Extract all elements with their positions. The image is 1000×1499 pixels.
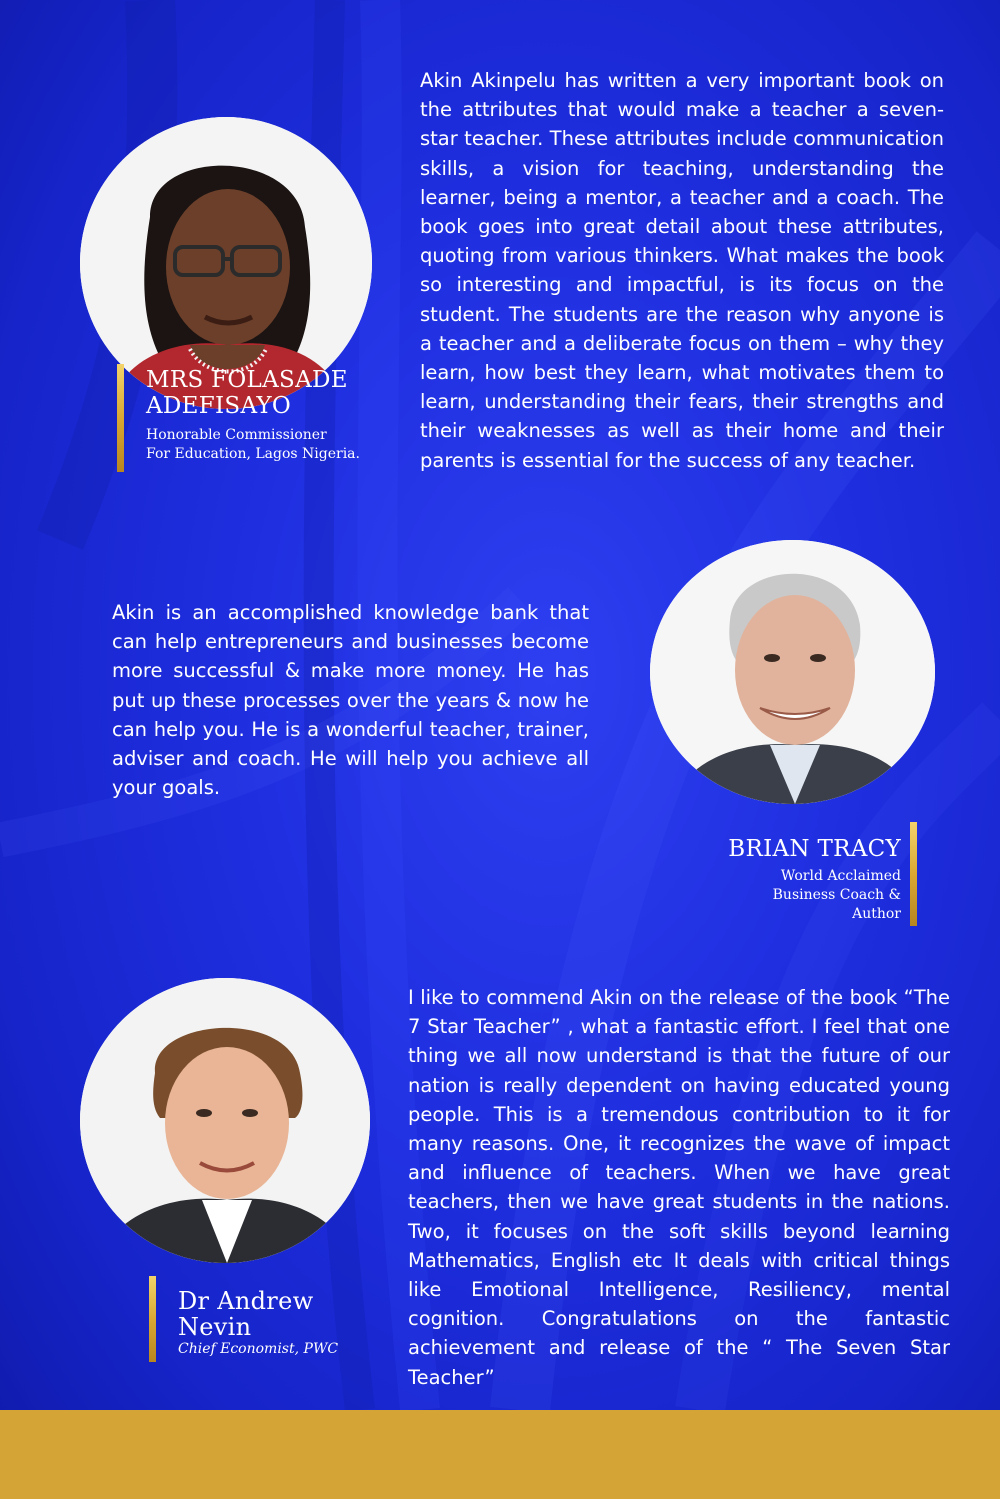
author-name: BRIAN TRACY — [728, 836, 901, 862]
author-name: ADEFISAYO — [146, 393, 292, 419]
author-name-block — [146, 367, 386, 464]
author-name-block — [178, 1288, 378, 1359]
author-title: For Education, Lagos Nigeria. — [146, 446, 360, 462]
author-title: Author — [852, 906, 901, 922]
testimonial-quote: I like to commend Akin on the release of the book “The 7 Star Teacher” , what a fantastic effort. I feel that one thing we all now understand is that the future of our nation is really dependent on having educated young people. This is a tremendous contribution to it for many reasons. One, it recognizes the wave of impact and influence of teachers. When we have great teachers, then we have great students in the nations. Two, it focuses on the soft skills beyond learning Mathematics, English etc It deals with critical things like Emotional Intelligence, Resiliency, mental cognition. Congratulations on the fantastic achievement and release of the “ The Seven Star Teacher” — [408, 986, 950, 1389]
accent-bar — [117, 364, 124, 472]
portrait-andrew-nevin — [80, 978, 370, 1263]
testimonial-quote: Akin Akinpelu has written a very important book on the attributes that would make a teacher a seven-star teacher. These attributes include communication skills, a vision for teaching, understanding the learner, being a mentor, a teacher and a coach. The book goes into great detail about these attributes, quoting from various thinkers. What makes the book so interesting and impactful, is its focus on the student. The students are the reason why anyone is a teacher and a deliberate focus on them – why they learn, how best they learn, what motivates them to learn, understanding their fears, their strengths and their weaknesses as well as their home and their parents is essential for the success of any teacher. — [420, 69, 944, 472]
author-name-block — [660, 836, 901, 924]
author-title: Business Coach & — [772, 887, 901, 903]
author-title: Chief Economist, PWC — [178, 1341, 339, 1357]
author-name: MRS FOLASADE — [146, 367, 348, 393]
accent-bar — [149, 1276, 156, 1362]
author-title: World Acclaimed — [780, 868, 901, 884]
author-name: Dr Andrew — [178, 1287, 314, 1315]
author-name: Nevin — [178, 1313, 252, 1341]
portrait-brian-tracy — [650, 540, 935, 804]
testimonial-quote: Akin is an accomplished knowledge bank that can help entrepreneurs and businesses become more successful & make more money. He has put up these processes over the years & now he can help you. He is a wonderful teacher, trainer, adviser and coach. He will help you achieve all your goals. — [112, 601, 589, 800]
author-title: Honorable Commissioner — [146, 427, 327, 443]
accent-bar — [910, 822, 917, 926]
footer-gold-band — [0, 1410, 1000, 1499]
